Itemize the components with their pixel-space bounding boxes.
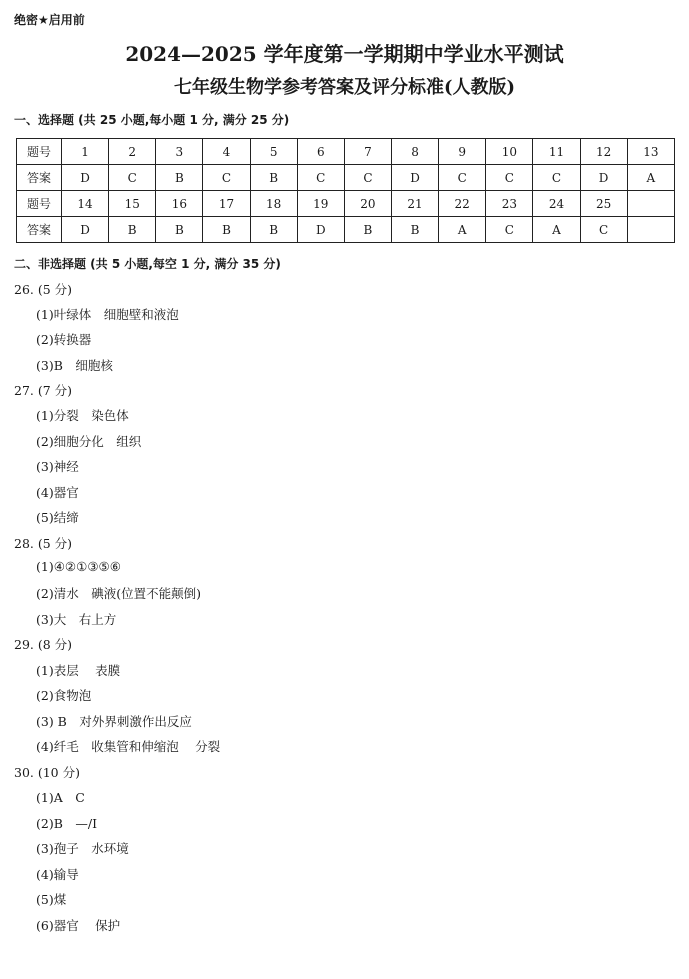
table-row [17, 217, 675, 243]
table-cell: 7 [344, 139, 391, 165]
table-cell: B [156, 165, 203, 191]
table-cell: 24 [533, 191, 580, 217]
question-title: 30. (10 分) [14, 765, 80, 780]
table-cell: 11 [533, 139, 580, 165]
table-cell: 17 [203, 191, 250, 217]
table-cell: 20 [344, 191, 391, 217]
table-cell: C [533, 165, 580, 191]
table-cell: C [439, 165, 486, 191]
answer-line: (2)转换器 [36, 332, 92, 347]
table-cell: D [391, 165, 438, 191]
answer-line: (4)器官 [36, 485, 79, 500]
table-cell: 15 [109, 191, 156, 217]
answer-line: (5)煤 [36, 892, 67, 907]
table-cell: B [250, 165, 297, 191]
answer-line: (2)细胞分化 组织 [36, 434, 142, 449]
table-cell: B [109, 217, 156, 243]
answer-line: (4)纤毛 收集管和伸缩泡 分裂 [36, 739, 221, 754]
answer-line: (5)结缔 [36, 510, 79, 525]
table-cell: C [486, 217, 533, 243]
table-row-label: 题号 [17, 191, 62, 217]
answer-line: (6)器官 保护 [36, 918, 121, 933]
table-cell: C [486, 165, 533, 191]
table-cell: 13 [627, 139, 674, 165]
question-title: 28. (5 分) [14, 536, 73, 551]
table-cell [627, 191, 674, 217]
question-title: 27. (7 分) [14, 383, 73, 398]
table-cell: A [439, 217, 486, 243]
answer-line: (3)B 细胞核 [36, 358, 113, 373]
answer-line: (1)④②①③⑤⑥ [36, 559, 121, 574]
table-cell: 14 [62, 191, 109, 217]
table-cell: A [627, 165, 674, 191]
answer-line: (1)叶绿体 细胞壁和液泡 [36, 307, 179, 322]
question-title: 26. (5 分) [14, 282, 73, 297]
table-cell: A [533, 217, 580, 243]
answer-line: (2)B —/I [36, 816, 98, 831]
table-cell [627, 217, 674, 243]
table-row-label: 答案 [17, 217, 62, 243]
table-cell: D [62, 217, 109, 243]
answer-table [16, 138, 675, 243]
table-cell: 23 [486, 191, 533, 217]
table-cell: C [344, 165, 391, 191]
table-cell: D [62, 165, 109, 191]
table-cell: 22 [439, 191, 486, 217]
answer-line: (4)输导 [36, 867, 79, 882]
table-row-label: 题号 [17, 139, 62, 165]
table-cell: 25 [580, 191, 627, 217]
answer-line: (1)表层 表膜 [36, 663, 121, 678]
page-subtitle: 七年级生物学参考答案及评分标准(人教版) [173, 77, 516, 98]
secret-label: 绝密★启用前 [14, 13, 85, 27]
table-cell: 21 [391, 191, 438, 217]
table-cell: D [580, 165, 627, 191]
table-cell: B [344, 217, 391, 243]
table-cell: C [203, 165, 250, 191]
table-cell: 16 [156, 191, 203, 217]
section1-heading: 一、选择题 (共 25 小题,每小题 1 分, 满分 25 分) [14, 113, 290, 127]
answer-line: (3)大 右上方 [36, 612, 117, 627]
table-row [17, 191, 675, 217]
answer-line: (3)孢子 水环境 [36, 841, 129, 856]
answer-line: (2)食物泡 [36, 688, 92, 703]
table-cell: 1 [62, 139, 109, 165]
answer-line: (2)清水 碘液(位置不能颠倒) [36, 586, 201, 601]
table-cell: 9 [439, 139, 486, 165]
table-cell: 19 [297, 191, 344, 217]
table-cell: B [391, 217, 438, 243]
table-cell: 5 [250, 139, 297, 165]
answer-line: (3) B 对外界刺激作出反应 [36, 714, 192, 729]
table-cell: 18 [250, 191, 297, 217]
answer-line: (3)神经 [36, 459, 79, 474]
table-cell: 4 [203, 139, 250, 165]
section2-heading: 二、非选择题 (共 5 小题,每空 1 分, 满分 35 分) [14, 257, 281, 271]
table-cell: 10 [486, 139, 533, 165]
table-cell: C [580, 217, 627, 243]
table-cell: B [156, 217, 203, 243]
question-title: 29. (8 分) [14, 637, 73, 652]
table-cell: 8 [391, 139, 438, 165]
table-row [17, 165, 675, 191]
table-row-label: 答案 [17, 165, 62, 191]
page-title: 2024—2025 学年度第一学期期中学业水平测试 [125, 42, 564, 66]
table-cell: C [109, 165, 156, 191]
answer-line: (1)分裂 染色体 [36, 408, 129, 423]
table-cell: C [297, 165, 344, 191]
answer-line: (1)A C [36, 790, 85, 805]
table-cell: D [297, 217, 344, 243]
table-cell: 6 [297, 139, 344, 165]
table-cell: B [203, 217, 250, 243]
table-cell: 12 [580, 139, 627, 165]
table-cell: 3 [156, 139, 203, 165]
table-cell: B [250, 217, 297, 243]
table-cell: 2 [109, 139, 156, 165]
table-row [17, 139, 675, 165]
